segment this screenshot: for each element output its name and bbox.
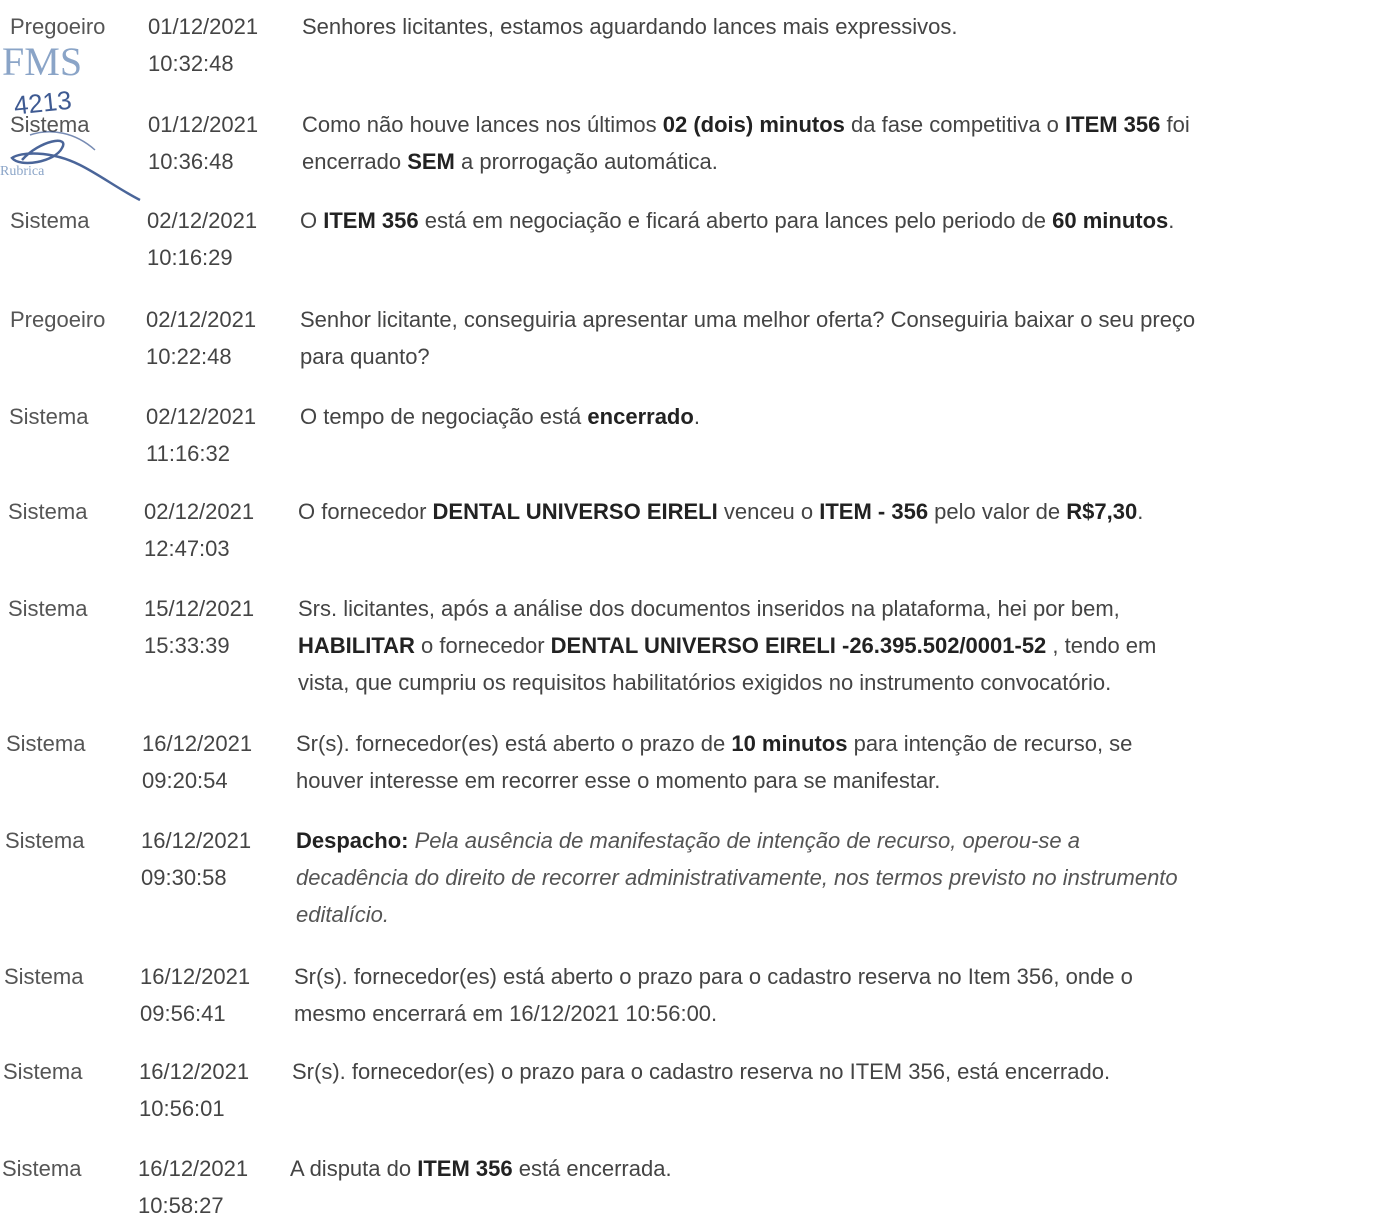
message-text: Sr(s). fornecedor(es) está aberto o prazo de [296, 731, 732, 756]
message-text: foi [1160, 112, 1190, 137]
entry-message [296, 822, 1387, 933]
entry-timestamp [147, 202, 297, 276]
message-text: mesmo encerrará em 16/12/2021 10:56:00. [294, 1001, 718, 1026]
entry-timestamp [146, 301, 296, 375]
entry-message [296, 725, 1387, 799]
message-bold-text: Despacho: [296, 828, 409, 853]
entry-timestamp [144, 493, 294, 567]
entry-time: 09:30:58 [141, 865, 227, 890]
entry-timestamp [148, 106, 298, 180]
entry-timestamp [146, 398, 296, 472]
entry-sender: Sistema [3, 1059, 83, 1084]
message-line [296, 859, 1387, 896]
entry-message [294, 958, 1387, 1032]
message-line [300, 338, 1387, 375]
entry-sender: Sistema [9, 404, 89, 429]
message-line [302, 106, 1387, 143]
message-line [294, 995, 1387, 1032]
message-line [296, 896, 1387, 933]
message-line [292, 1053, 1387, 1090]
entry-sender: Sistema [2, 1156, 82, 1181]
message-line [296, 822, 1387, 859]
entry-time: 10:16:29 [147, 245, 233, 270]
message-bold-text: HABILITAR [298, 633, 415, 658]
message-bold-text: encerrado [587, 404, 694, 429]
message-line [300, 301, 1387, 338]
entry-message [300, 398, 1387, 435]
entry-timestamp [141, 822, 291, 896]
message-line [300, 398, 1387, 435]
entry-message [298, 493, 1387, 530]
entry-date: 16/12/2021 [139, 1059, 250, 1084]
message-bold-text: DENTAL UNIVERSO EIRELI [432, 499, 718, 524]
message-text: Como não houve lances nos últimos [302, 112, 663, 137]
message-text: pelo valor de [928, 499, 1067, 524]
entry-sender: Sistema [10, 208, 90, 233]
entry-timestamp [140, 958, 290, 1032]
message-line [294, 958, 1387, 995]
entry-time: 09:20:54 [142, 768, 228, 793]
entry-time: 09:56:41 [140, 1001, 226, 1026]
entry-timestamp [139, 1053, 289, 1127]
message-line [298, 664, 1387, 701]
message-text: para intenção de recurso, se [847, 731, 1133, 756]
entry-sender: Sistema [5, 828, 85, 853]
message-text: vista, que cumpriu os requisitos habilitatórios exigidos no instrumento convocatório. [298, 670, 1112, 695]
message-text: houver interesse em recorrer esse o momento para se manifestar. [296, 768, 941, 793]
message-bold-text: 10 minutos [731, 731, 848, 756]
message-text: O fornecedor [298, 499, 433, 524]
message-text: venceu o [717, 499, 820, 524]
entry-message [300, 202, 1387, 239]
message-line [298, 590, 1387, 627]
message-text: o fornecedor [414, 633, 551, 658]
entry-time: 10:36:48 [148, 149, 234, 174]
entry-sender: Sistema [6, 731, 86, 756]
entry-date: 16/12/2021 [141, 828, 252, 853]
message-bold-text: ITEM 356 [1065, 112, 1161, 137]
message-text: . [1168, 208, 1175, 233]
entry-date: 02/12/2021 [146, 404, 257, 429]
entry-message [302, 106, 1387, 180]
message-bold-text: R$7,30 [1066, 499, 1138, 524]
entry-timestamp [144, 590, 294, 664]
entry-time: 11:16:32 [146, 441, 231, 466]
entry-time: 12:47:03 [144, 536, 230, 561]
entry-sender: Sistema [4, 964, 84, 989]
entry-time: 10:56:01 [139, 1096, 225, 1121]
entry-date: 16/12/2021 [140, 964, 251, 989]
entry-sender: Sistema [10, 112, 90, 137]
entry-sender: Pregoeiro [10, 14, 106, 39]
message-line [298, 493, 1387, 530]
message-text: O [300, 208, 324, 233]
entry-message [290, 1150, 1387, 1187]
entry-time: 10:32:48 [148, 51, 234, 76]
entry-date: 02/12/2021 [144, 499, 255, 524]
message-text: está encerrada. [512, 1156, 672, 1181]
svg-text:Rubrica: Rubrica [0, 164, 45, 179]
message-text: A disputa do [290, 1156, 418, 1181]
message-italic-text: decadência do direito de recorrer administrativamente, nos termos previsto no instrumento [296, 865, 1178, 890]
entry-time: 10:58:27 [138, 1193, 224, 1218]
message-text: O tempo de negociação está [300, 404, 588, 429]
entry-date: 16/12/2021 [142, 731, 253, 756]
entry-message [300, 301, 1387, 375]
message-text: Senhor licitante, conseguiria apresentar uma melhor oferta? Conseguiria baixar o seu preço [300, 307, 1196, 332]
message-text: . [1137, 499, 1144, 524]
message-text: Sr(s). fornecedor(es) o prazo para o cadastro reserva no ITEM 356, está encerrado. [292, 1059, 1111, 1084]
message-text: a prorrogação automática. [454, 149, 718, 174]
entry-date: 02/12/2021 [147, 208, 258, 233]
message-text: Srs. licitantes, após a análise dos documentos inseridos na plataforma, hei por bem, [298, 596, 1120, 621]
entry-date: 01/12/2021 [148, 112, 259, 137]
message-line [296, 762, 1387, 799]
message-line [302, 143, 1387, 180]
message-bold-text: ITEM 356 [417, 1156, 513, 1181]
message-bold-text: SEM [407, 149, 455, 174]
message-text: encerrado [302, 149, 408, 174]
svg-text:FMS: FMS [2, 40, 83, 84]
entry-time: 10:22:48 [146, 344, 232, 369]
message-text: . [693, 404, 700, 429]
svg-text:4213: 4213 [12, 84, 74, 121]
message-bold-text: ITEM 356 [323, 208, 419, 233]
message-text: Senhores licitantes, estamos aguardando lances mais expressivos. [302, 14, 958, 39]
message-text: da fase competitiva o [844, 112, 1066, 137]
entry-time: 15:33:39 [144, 633, 230, 658]
message-line [302, 8, 1387, 45]
entry-sender: Pregoeiro [10, 307, 106, 332]
message-bold-text: ITEM - 356 [819, 499, 929, 524]
message-italic-text: editalício. [296, 902, 389, 927]
entry-timestamp [142, 725, 292, 799]
message-line [290, 1150, 1387, 1187]
message-text: está em negociação e ficará aberto para lances pelo periodo de [418, 208, 1053, 233]
message-bold-text: 60 minutos [1052, 208, 1169, 233]
entry-sender: Sistema [8, 596, 88, 621]
entry-date: 15/12/2021 [144, 596, 255, 621]
entry-timestamp [148, 8, 298, 82]
entry-date: 16/12/2021 [138, 1156, 249, 1181]
message-bold-text: DENTAL UNIVERSO EIRELI -26.395.502/0001-52 [550, 633, 1047, 658]
message-line [296, 725, 1387, 762]
entry-sender: Sistema [8, 499, 88, 524]
entry-message [302, 8, 1387, 45]
message-line [298, 627, 1387, 664]
entry-timestamp [138, 1150, 288, 1224]
entry-message [298, 590, 1387, 701]
entry-date: 01/12/2021 [148, 14, 259, 39]
entry-message [292, 1053, 1387, 1090]
entry-date: 02/12/2021 [146, 307, 257, 332]
message-text: Sr(s). fornecedor(es) está aberto o prazo para o cadastro reserva no Item 356, onde o [294, 964, 1133, 989]
message-text: , tendo em [1046, 633, 1157, 658]
message-line [300, 202, 1387, 239]
message-bold-text: 02 (dois) minutos [662, 112, 845, 137]
message-italic-text: Pela ausência de manifestação de intenção de recurso, operou-se a [414, 828, 1080, 853]
message-text: para quanto? [300, 344, 430, 369]
